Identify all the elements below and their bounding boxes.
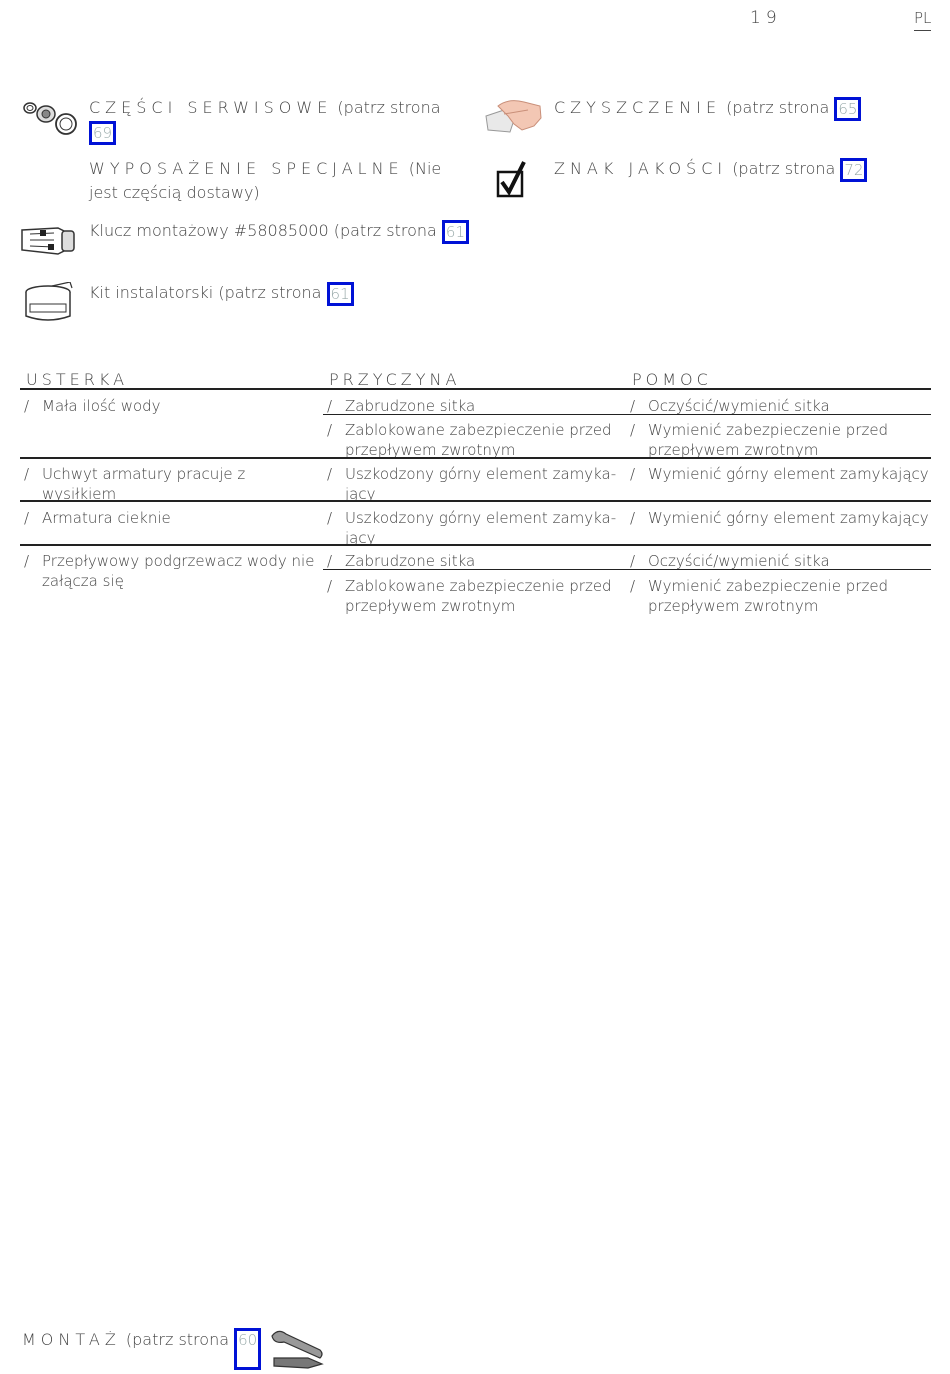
mounting-key-section — [89, 219, 469, 244]
assembly-section — [22, 1328, 282, 1370]
service-parts-title: CZĘŚCI SERWISOWE — [89, 98, 333, 117]
special-equipment-note: jest częścią dostawy) — [89, 183, 260, 202]
special-equipment-section — [89, 157, 459, 205]
assembly-suffix: (patrz strona — [125, 1330, 230, 1349]
cleaning-hand-icon — [484, 96, 544, 140]
table-cell-cause: / Zabrudzone sitka — [327, 552, 476, 570]
table-cell-help: / Wymienić zabezpieczenie przed przepływem zwrotnym — [630, 577, 889, 615]
mounting-key-icon — [18, 222, 80, 262]
table-row-rule — [20, 500, 931, 502]
table-row: / Uchwyt armatury pracuje z wysiłkiem — [24, 465, 246, 503]
quality-mark-section — [554, 157, 934, 182]
table-sub-rule — [323, 569, 931, 570]
table-cell-cause: / Uszkodzony górny element zamyka-jący — [327, 465, 617, 503]
language-code: PL — [914, 8, 931, 31]
table-cell-cause: / Zablokowane zabezpieczenie przed przepływem zwrotnym — [327, 577, 612, 615]
checkbox-check-icon — [496, 160, 530, 204]
cleaning-page-link[interactable]: 65 — [834, 97, 861, 121]
service-parts-section — [89, 96, 449, 145]
special-equipment-title: WYPOSAŻENIE SPECJALNE — [89, 159, 404, 178]
quality-mark-page-link[interactable]: 72 — [840, 158, 867, 182]
table-cell-cause: / Uszkodzony górny element zamyka-jący — [327, 509, 617, 547]
cleaning-suffix: (patrz strona — [726, 98, 830, 117]
grease-tin-icon — [22, 282, 76, 328]
mounting-key-page-link[interactable]: 61 — [442, 220, 469, 244]
table-cell-cause: / Zabrudzone sitka — [327, 397, 476, 415]
mounting-key-text: Klucz montażowy #58085000 (patrz strona — [89, 221, 437, 240]
table-cell-help: / Oczyścić/wymienić sitka — [630, 397, 830, 415]
table-header-fault: USTERKA — [26, 370, 129, 389]
table-cell-help: / Oczyścić/wymienić sitka — [630, 552, 830, 570]
table-cell-cause: / Zablokowane zabezpieczenie przed przepływem zwrotnym — [327, 421, 612, 459]
table-row-rule — [20, 457, 931, 459]
table-header-rule — [20, 388, 931, 390]
table-cell-help: / Wymienić górny element zamykający — [630, 465, 929, 483]
installer-kit-text: Kit instalatorski (patrz strona — [89, 283, 322, 302]
table-sub-rule — [323, 414, 931, 415]
table-row-rule — [20, 544, 931, 546]
special-equipment-suffix: (Nie — [408, 159, 442, 178]
installer-kit-page-link[interactable]: 61 — [327, 282, 354, 306]
table-row: / Przepływowy podgrzewacz wody nie załącza się — [24, 552, 315, 590]
assembly-page-link[interactable]: 60 — [234, 1328, 261, 1370]
quality-mark-title: ZNAK JAKOŚCI — [554, 159, 728, 178]
table-cell-help: / Wymienić zabezpieczenie przed przepływem zwrotnym — [630, 421, 889, 459]
cleaning-title: CZYSZCZENIE — [554, 98, 722, 117]
table-header-help: POMOC — [632, 370, 712, 389]
cleaning-section — [554, 96, 934, 121]
wrench-screwdriver-icon — [268, 1328, 326, 1374]
page-number: 19 — [750, 8, 782, 28]
installer-kit-section — [89, 281, 469, 306]
table-row: / Mała ilość wody — [24, 397, 161, 415]
service-parts-page-link[interactable]: 69 — [89, 121, 116, 145]
service-parts-icon — [20, 98, 80, 142]
quality-mark-suffix: (patrz strona — [732, 159, 836, 178]
table-header-cause: PRZYCZYNA — [329, 370, 461, 389]
table-cell-help: / Wymienić górny element zamykający — [630, 509, 929, 527]
service-parts-suffix: (patrz strona — [337, 98, 441, 117]
table-row: / Armatura cieknie — [24, 509, 171, 527]
assembly-title: MONTAŻ — [22, 1330, 121, 1349]
